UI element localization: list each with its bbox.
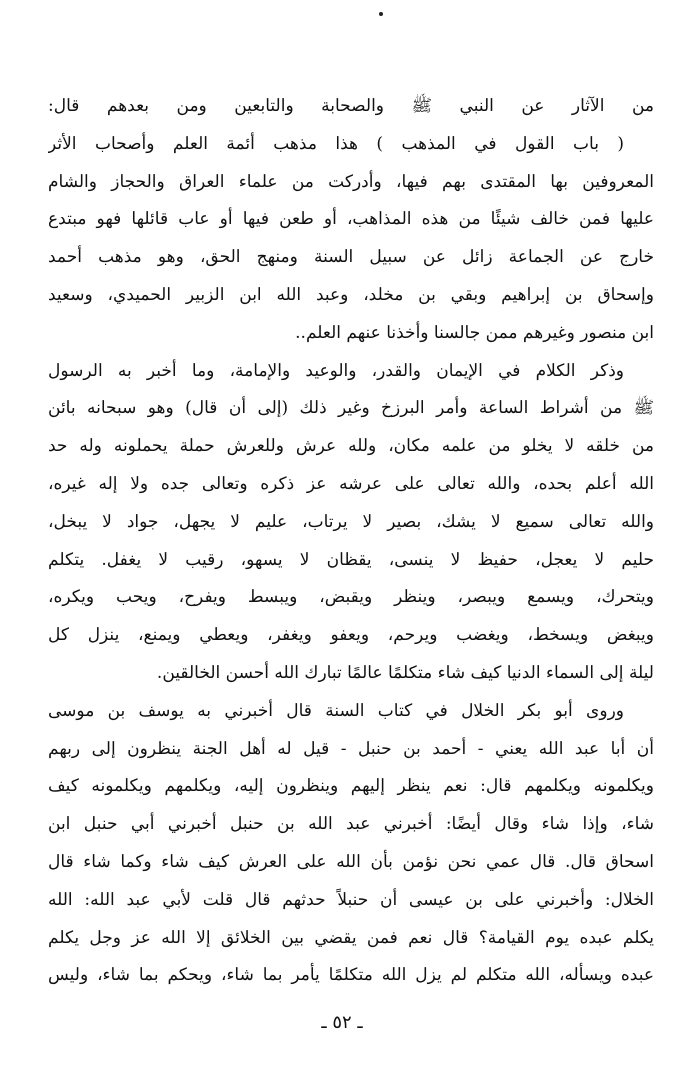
text-line: أن أبا عبد الله يعني - أحمد بن حنبل - قيل له أهل الجنة ينظرون إلى ربهم xyxy=(48,738,654,759)
text-line: الله أعلم بحده، والله تعالى على عرشه عز ذكره وتعالى جده ولا إله غيره، xyxy=(48,473,654,494)
text-line: عبده ويسأله، الله متكلم لم يزل الله متكلمًا يأمر بما شاء، ويحكم بما شاء، وليس xyxy=(48,965,654,986)
text-line: ابن منصور وغيرهم ممن جالسنا وأخذنا عنهم العلم.. xyxy=(295,322,654,343)
text-line: وروى أبو بكر الخلال في كتاب السنة قال أخبرني به يوسف بن موسى xyxy=(48,700,624,721)
page-mark xyxy=(379,12,383,16)
text-line: المعروفين بها المقتدى بهم فيها، وأدركت من علماء العراق والحجاز والشام xyxy=(48,171,654,192)
text-line: من الآثار عن النبي ﷺ والصحابة والتابعين ومن بعدهم قال: xyxy=(48,96,654,116)
text-line: ﷺ من أشراط الساعة وأمر البرزخ وغير ذلك (إلى أن قال) وهو سبحانه بائن xyxy=(48,398,654,419)
text-line: وذكر الكلام في الإيمان والقدر، والوعيد والإمامة، وما أخبر به الرسول xyxy=(48,360,624,381)
text-line: اسحاق قال. قال عمي نحن نؤمن بأن الله على العرش كيف شاء وكما شاء قال xyxy=(48,851,654,872)
text-line: عليها فمن خالف شيئًا من هذه المذاهب، أو طعن فيها أو عاب قائلها فهو مبتدع xyxy=(48,209,654,230)
text-line: الخلال: وأخبرني على بن عيسى أن حنبلاً حدثهم قال قلت لأبي عبد الله: الله xyxy=(48,889,654,910)
page-number: ـ ٥٢ ـ xyxy=(321,1012,363,1033)
text-line: وإسحاق بن إبراهيم وبقي بن مخلد، وعبد الله ابن الزبير الحميدي، وسعيد xyxy=(48,284,654,305)
text-line: ويكلمونه ويكلمهم قال: نعم ينظر إليهم وينظرون إليه، ويكلمهم ويكلمونه كيف xyxy=(48,776,654,797)
text-line: خارج عن الجماعة زائل عن سبيل السنة ومنهج الحق، وهو مذهب أحمد xyxy=(48,247,654,268)
text-line: شاء، وإذا شاء وقال أيضًا: أخبرني عبد الله بن حنبل أخبرني أبي حنبل ابن xyxy=(48,814,654,835)
text-line: يكلم عبده يوم القيامة؟ قال نعم فمن يقضي بين الخلائق إلا الله عز وجل يكلم xyxy=(48,927,654,948)
text-line: ويبغض ويسخط، ويغضب ويرحم، ويعفو ويغفر، ويعطي ويمنع، ينزل كل xyxy=(48,625,654,646)
text-line: ليلة إلى السماء الدنيا كيف شاء متكلمًا عالمًا تبارك الله أحسن الخالقين. xyxy=(156,662,654,683)
text-line: حليم لا يعجل، حفيظ لا ينسى، يقظان لا يسهو، رقيب لا يغفل. يتكلم xyxy=(48,549,654,570)
text-line: ويتحرك، ويسمع ويبصر، وينظر ويقبض، ويبسط ويفرح، ويحب ويكره، xyxy=(48,587,654,608)
text-line: والله تعالى سميع لا يشك، بصير لا يرتاب، عليم لا يجهل، جواد لا يبخل، xyxy=(48,511,654,532)
text-line: ( باب القول في المذهب ) هذا مذهب أئمة العلم وأصحاب الأثر xyxy=(48,133,624,154)
body-text xyxy=(48,88,654,995)
text-line: من خلقه لا يخلو من علمه مكان، ولله عرش وللعرش حملة يحملونه وله حد xyxy=(48,436,654,457)
